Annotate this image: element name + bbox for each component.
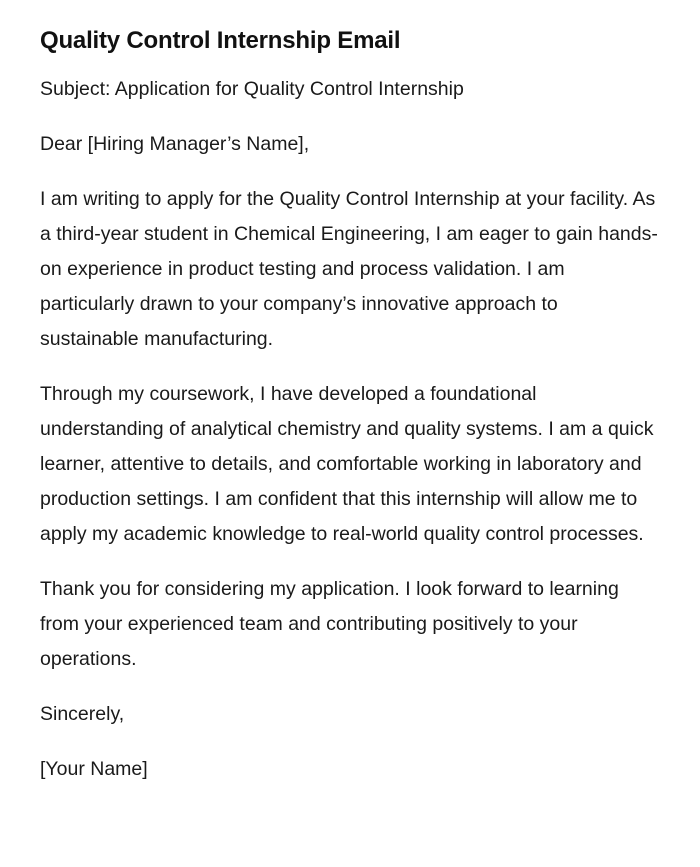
email-signature: [Your Name]: [40, 758, 148, 780]
body-paragraph-qualifications: Through my coursework, I have developed a foundational understanding of analytical chemistry and quality systems. I am a quick learner, attentive to details, and comfortable working in laboratory and production settings. I am confident that this internship will allow me to apply my academic knowledge to real-world quality control processes.: [40, 383, 654, 545]
body-paragraph-thanks: Thank you for considering my application. I look forward to learning from your experienced team and contributing positively to your operations.: [40, 578, 619, 670]
body-paragraph-intro: I am writing to apply for the Quality Control Internship at your facility. As a third-year student in Chemical Engineering, I am eager to gain hands-on experience in product testing and process validation. I am particularly drawn to your company’s innovative approach to sustainable manufacturing.: [40, 188, 658, 350]
page-title: Quality Control Internship Email: [40, 27, 401, 54]
email-greeting: Dear [Hiring Manager’s Name],: [40, 133, 310, 155]
email-subject: Subject: Application for Quality Control Internship: [40, 78, 464, 100]
email-closing: Sincerely,: [40, 703, 125, 725]
